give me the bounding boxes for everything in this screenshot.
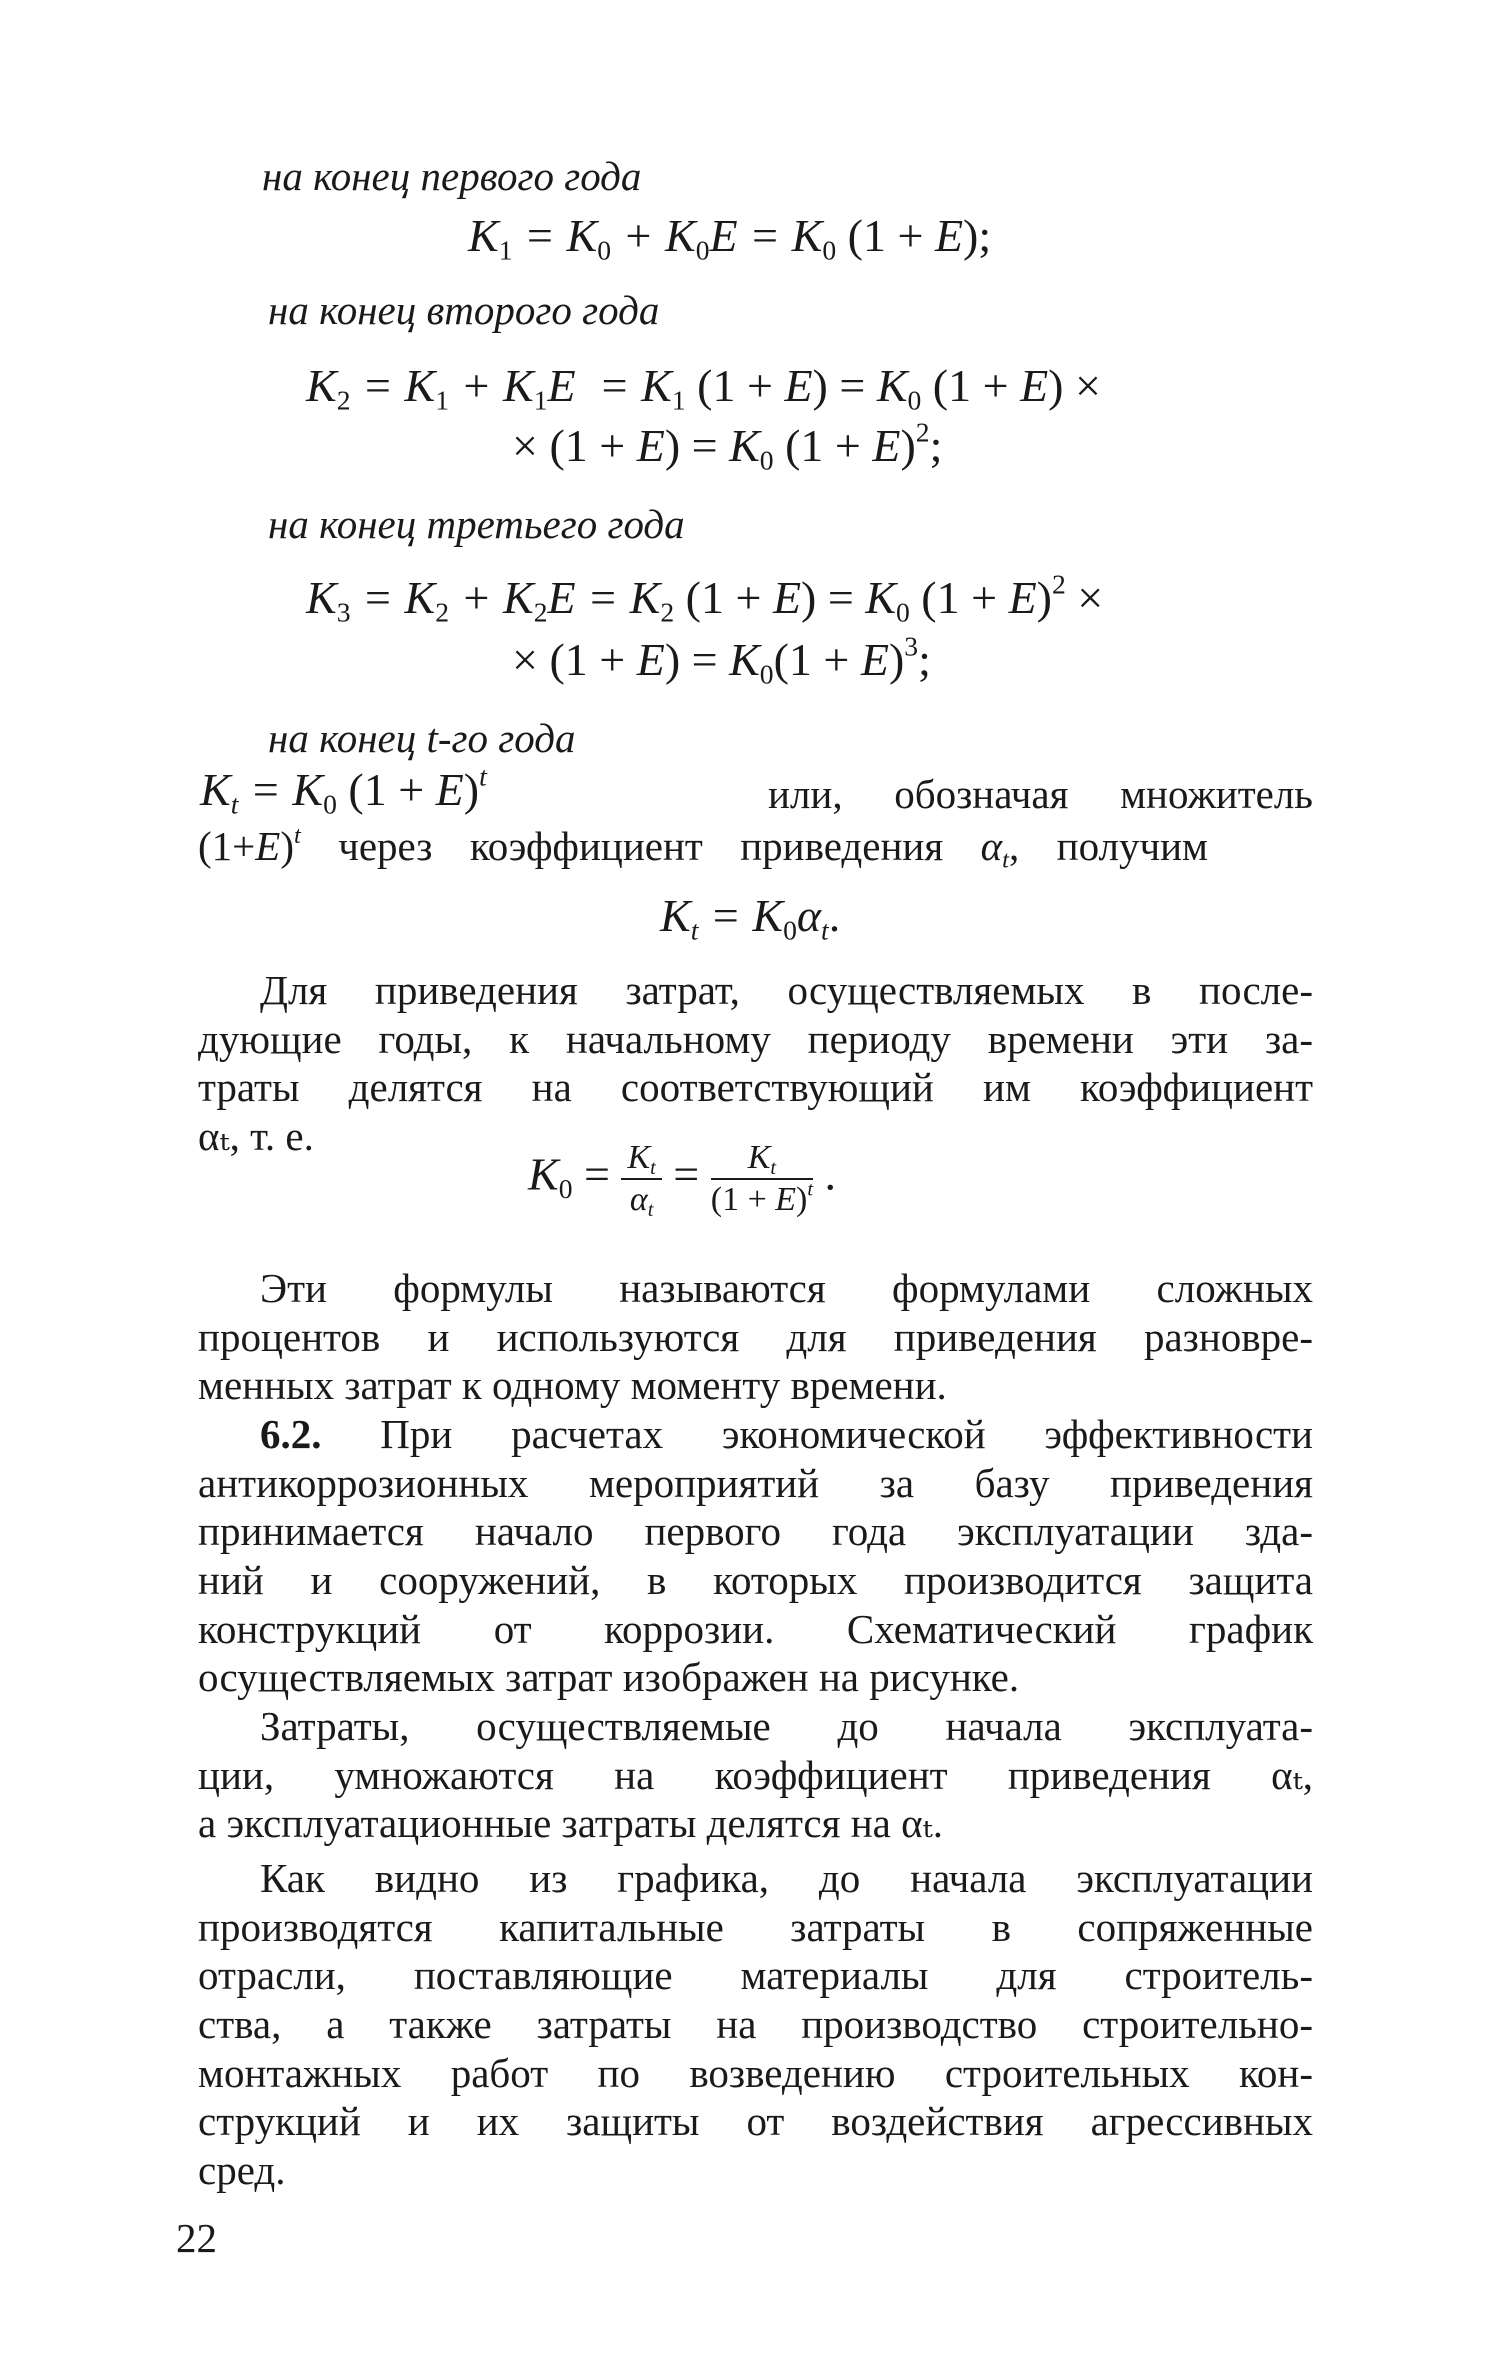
paragraph-line: ства, а также затраты на производство строительно- [198,2001,1313,2048]
paragraph-line: процентов и используются для приведения разновре- [198,1313,1313,1360]
paragraph-line: а эксплуатационные затраты делятся на αₜ. [198,1800,943,1847]
paragraph-line: Как видно из графика, до начала эксплуатации [260,1855,1313,1901]
formula-k2-line1: $K_2 = K_1 + K_1E = K_1$ $(1 + E) = K_0$ (1 + E) × [306,360,1101,416]
paragraph-costs [198,1702,1313,1848]
paragraph-line: траты делятся на соответствующий им коэффициент [198,1064,1313,1111]
formula-kt-alpha: $K_t = K_0\alpha_t$. [660,890,841,946]
paragraph-line: конструкций от коррозии. Схематический график [198,1605,1313,1652]
paragraph-line: струкций и их защиты от воздействия агрессивных [198,2098,1313,2145]
formula-kt: $K_t = K_0$ $(1 + E)^t$ [200,760,487,820]
heading-second-year: на конец второго года [268,287,660,333]
paragraph-line: Эти формулы называются формулами сложных [260,1265,1313,1311]
formula-k0-fraction: $K_0$ = $\frac{K_t}{\alpha_t}$ = $\frac{K_t}{(1 + E)^t}$ . [528,1139,837,1222]
paragraph-line: 6.2. При расчетах экономической эффективности [260,1411,1313,1457]
fraction-kt-alpha: $\frac{K_t}{\alpha_t}$ [621,1138,661,1220]
paragraph-line: сред. [198,2147,286,2194]
paragraph-line: αₜ, т. е. [198,1113,314,1160]
heading-third-year: на конец третьего года [268,501,685,547]
paragraph-section-6-2 [198,1410,1313,1702]
paragraph-reduction [198,966,1313,1161]
page-number: 22 [176,2215,217,2261]
paragraph-line: Затраты, осуществляемые до начала эксплуата- [260,1703,1313,1749]
paragraph-line: монтажных работ по возведению строительных кон- [198,2049,1313,2096]
heading-first-year: на конец первого года [262,153,642,199]
paragraph-line: принимается начало первого года эксплуатации зда- [198,1508,1313,1555]
paragraph-line: антикоррозионных мероприятий за базу приведения [198,1459,1313,1506]
paragraph-graph [198,1854,1313,2195]
paragraph-line: отрасли, поставляющие материалы для строитель- [198,1952,1313,1999]
fraction-kt-power: $\frac{K_t}{(1 + E)^t}$ [710,1139,814,1218]
formula-k3-line1: $K_3 = K_2 + K_2E = K_2$ $(1 + E) = K_0$ $(1 + E)^2$ × [306,568,1104,628]
paragraph-line: Для приведения затрат, осуществляемых в после- [260,967,1313,1013]
paragraph-compound-interest [198,1264,1313,1410]
paragraph-line: осуществляемых затрат изображен на рисунке. [198,1654,1020,1701]
formula-k3-line2: × $(1 + E) = K_0(1 + E)^3$; [512,630,931,690]
paragraph-line: ции, умножаются на коэффициент приведения αₜ, [198,1751,1313,1798]
heading-t-year: на конец t-го года [268,715,576,761]
paragraph-line: менных затрат к одному моменту времени. [198,1362,947,1409]
paragraph-line: дующие годы, к начальному периоду времени эти за- [198,1015,1313,1062]
formula-k1: $K_1 = K_0 + K_0E = K_0$ (1 + E); [468,210,992,266]
section-number: 6.2. [260,1411,322,1457]
text-or-denoting: или, обозначая множитель [768,771,1313,817]
paragraph-line: ний и сооружений, в которых производится защита [198,1557,1313,1604]
formula-k2-line2: × $(1 + E) = K_0$ $(1 + E)^2$; [512,416,943,476]
paragraph-line: производятся капитальные затраты в сопряженные [198,1903,1313,1950]
text-through-coefficient: $(1+E)^t$ через коэффициент приведения $\alpha_t$, получим [198,821,1208,874]
